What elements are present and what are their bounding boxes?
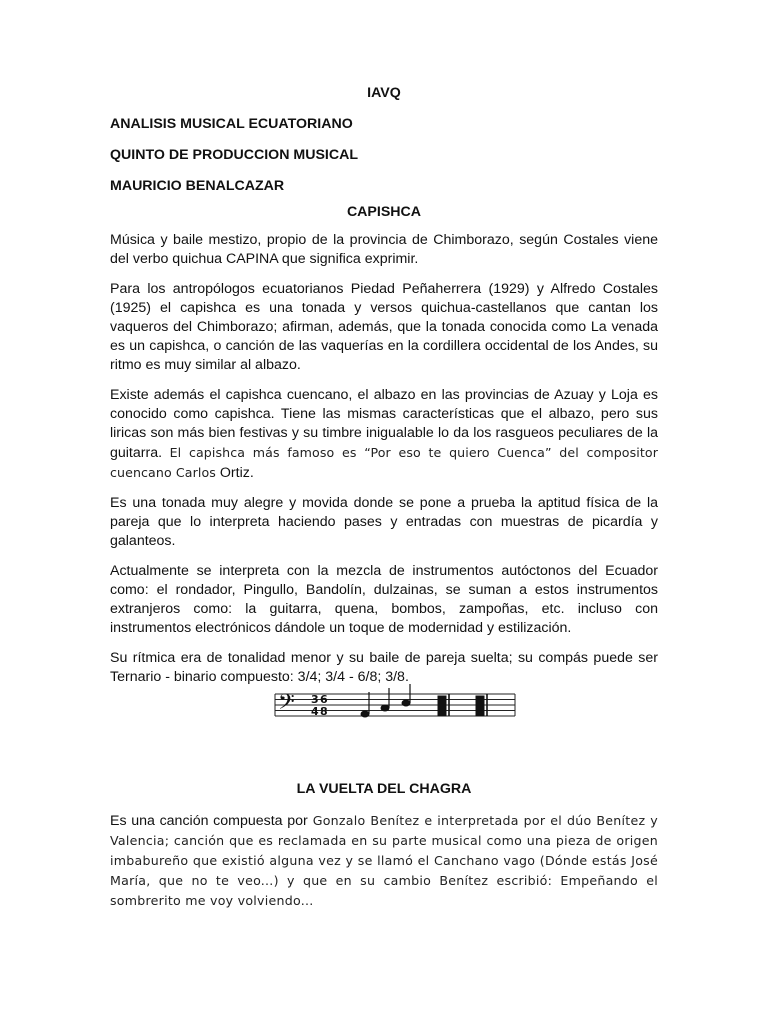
music-score-image bbox=[225, 676, 545, 736]
section-title-capishca: CAPISHCA bbox=[346, 204, 422, 220]
paragraph-3-text: Existe además el capishca cuencano, el albazo en las provincias de Azuay y Loja es conocido como capishca. Tiene las mismas características que el albazo, pero sus liricas son más bien festivas y su timbre inigualable lo da los rasgueos peculiares de la guitarra. bbox=[110, 387, 658, 461]
paragraph-7-lead: Es una canción compuesta por bbox=[110, 813, 308, 829]
author-name: MAURICIO BENALCAZAR bbox=[110, 178, 285, 194]
note-head bbox=[361, 711, 369, 717]
time-sig-bottom: 4 bbox=[311, 705, 319, 718]
paragraph-7-body: Gonzalo Benítez e interpretada por el dúo Benítez y Valencia; canción que es reclamada en su parte musical como una pieza de origen imbabureño que existió alguna vez y se llamó el Canchano vago (Dónde estás José María, que no te veo...) y que en su cambio Benítez escribió: Empeñando el sombrerito me voy volviendo... bbox=[110, 813, 658, 908]
section-title-vuelta: LA VUELTA DEL CHAGRA bbox=[296, 781, 472, 797]
paragraph-2: Para los antropólogos ecuatorianos Piedad Peñaherrera (1929) y Alfredo Costales (1925) el capishca es una tonada y versos quichua-castellanos que cantan los vaqueros del Chimborazo; afirman, además, que la tonada conocida como La venada es un capishca, o canción de las vaquerías en la cordillera occidental de los Andes, su ritmo es muy similar al albazo. bbox=[110, 281, 658, 373]
paragraph-3-quote: El capishca más famoso es “Por eso te quiero Cuenca” del compositor cuencano Carlos bbox=[110, 445, 658, 480]
course-name: ANALISIS MUSICAL ECUATORIANO bbox=[110, 116, 353, 132]
note-head bbox=[381, 705, 389, 711]
paragraph-1: Música y baile mestizo, propio de la provincia de Chimborazo, según Costales viene del verbo quichua CAPINA que significa exprimir. bbox=[110, 232, 658, 267]
time-sig2-bottom: 8 bbox=[320, 705, 328, 718]
course-level: QUINTO DE PRODUCCION MUSICAL bbox=[110, 147, 359, 163]
document-page bbox=[110, 80, 658, 687]
institute-heading: IAVQ bbox=[367, 85, 401, 101]
time-sig-top: 3 bbox=[311, 693, 319, 706]
chord-block bbox=[438, 696, 446, 716]
paragraph-5: Actualmente se interpreta con la mezcla de instrumentos autóctonos del Ecuador como: el rondador, Pingullo, Bandolín, dulzainas, se suman a estos instrumentos extranjeros como: la guitarra, quena, bombos, zampoñas, etc. incluso con instrumentos electrónicos dándole un toque de modernidad y estilización. bbox=[110, 563, 658, 636]
music-staff-svg bbox=[225, 676, 545, 736]
paragraph-7 bbox=[110, 811, 658, 911]
bass-clef-icon: 𝄢 bbox=[278, 690, 295, 720]
paragraph-4: Es una tonada muy alegre y movida donde se pone a prueba la aptitud física de la pareja que lo interpreta haciendo pases y entradas con muestras de picardía y galanteos. bbox=[110, 495, 658, 549]
paragraph-3 bbox=[110, 386, 658, 483]
paragraph-3-end: Ortiz. bbox=[219, 465, 254, 481]
note-head bbox=[402, 700, 410, 706]
time-sig2-top: 6 bbox=[320, 693, 328, 706]
section-2 bbox=[110, 780, 658, 911]
paragraph-6: Su rítmica era de tonalidad menor y su baile de pareja suelta; su compás puede ser Ternario - binario compuesto: 3/4; 3/4 - 6/8; 3/8. bbox=[110, 650, 658, 685]
chord-block bbox=[476, 696, 484, 716]
